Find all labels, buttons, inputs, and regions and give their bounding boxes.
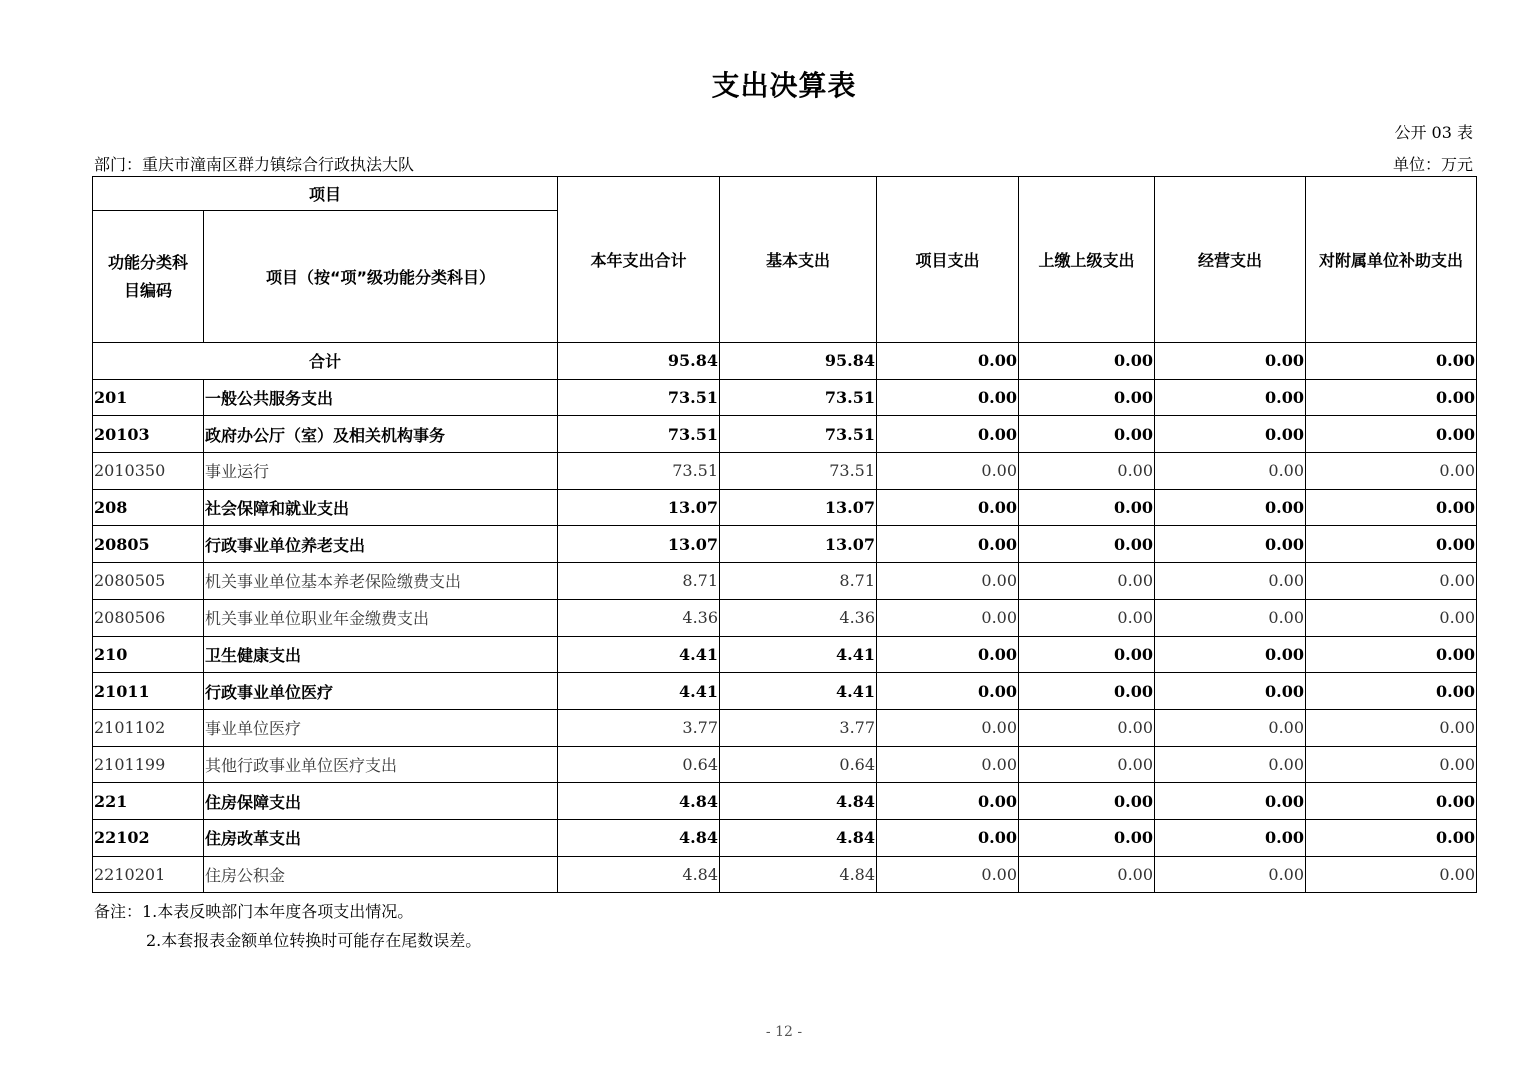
- unit-label: 单位：万元: [1392, 155, 1473, 174]
- total-cell: 0.00: [877, 343, 1019, 380]
- table-row: [93, 379, 1477, 416]
- table-row: [93, 673, 1477, 710]
- row-code: 2101102: [93, 709, 204, 746]
- row-value: 0.00: [877, 856, 1019, 893]
- row-value: 0.00: [877, 709, 1019, 746]
- row-code: 20805: [93, 526, 204, 563]
- header-subsidy: 对附属单位补助支出: [1306, 177, 1477, 343]
- row-name: 卫生健康支出: [204, 636, 558, 673]
- row-name: 机关事业单位基本养老保险缴费支出: [204, 563, 558, 600]
- row-name: 事业单位医疗: [204, 709, 558, 746]
- header-row-1: [93, 177, 1477, 211]
- total-label: 合计: [93, 343, 558, 380]
- row-value: 0.00: [1155, 489, 1306, 526]
- row-value: 0.64: [720, 746, 877, 783]
- row-value: 3.77: [720, 709, 877, 746]
- row-code: 20103: [93, 416, 204, 453]
- row-value: 3.77: [558, 709, 720, 746]
- row-value: 0.00: [1019, 746, 1155, 783]
- row-value: 4.36: [720, 599, 877, 636]
- row-name: 住房公积金: [204, 856, 558, 893]
- row-value: 0.00: [877, 526, 1019, 563]
- row-code: 2080506: [93, 599, 204, 636]
- row-value: 0.00: [877, 673, 1019, 710]
- row-value: 0.00: [877, 599, 1019, 636]
- row-value: 0.00: [1155, 563, 1306, 600]
- row-value: 0.00: [1306, 673, 1477, 710]
- row-value: 0.00: [1306, 709, 1477, 746]
- row-name: 事业运行: [204, 453, 558, 490]
- table-row: [93, 819, 1477, 856]
- row-code: 2210201: [93, 856, 204, 893]
- row-value: 0.00: [1306, 819, 1477, 856]
- row-value: 4.41: [720, 673, 877, 710]
- department-label: 部门：重庆市潼南区群力镇综合行政执法大队: [94, 155, 415, 174]
- row-value: 4.84: [558, 819, 720, 856]
- row-value: 13.07: [558, 526, 720, 563]
- header-code: 功能分类科目编码: [93, 211, 204, 343]
- header-basic: 基本支出: [720, 177, 877, 343]
- form-number: 公开 03 表: [1394, 123, 1473, 142]
- row-value: 73.51: [558, 453, 720, 490]
- row-value: 0.00: [877, 819, 1019, 856]
- row-value: 73.51: [720, 416, 877, 453]
- row-value: 0.00: [1155, 856, 1306, 893]
- row-value: 0.00: [1306, 856, 1477, 893]
- table-row: [93, 709, 1477, 746]
- row-value: 0.00: [1155, 636, 1306, 673]
- row-value: 0.00: [1019, 489, 1155, 526]
- row-value: 0.00: [1155, 819, 1306, 856]
- row-value: 0.00: [1019, 453, 1155, 490]
- row-value: 0.00: [877, 416, 1019, 453]
- total-cell: 95.84: [558, 343, 720, 380]
- row-name: 一般公共服务支出: [204, 379, 558, 416]
- page-title: 支出决算表: [711, 69, 857, 102]
- row-value: 73.51: [720, 453, 877, 490]
- row-value: 0.00: [1155, 526, 1306, 563]
- row-value: 4.84: [558, 783, 720, 820]
- row-value: 0.00: [877, 636, 1019, 673]
- row-value: 0.00: [1306, 563, 1477, 600]
- row-value: 0.00: [1306, 783, 1477, 820]
- row-code: 208: [93, 489, 204, 526]
- row-value: 0.00: [1019, 599, 1155, 636]
- table-row: [93, 563, 1477, 600]
- row-value: 0.00: [877, 563, 1019, 600]
- row-code: 2010350: [93, 453, 204, 490]
- row-value: 0.00: [1155, 453, 1306, 490]
- total-cell: 95.84: [720, 343, 877, 380]
- row-value: 0.00: [1306, 453, 1477, 490]
- row-code: 201: [93, 379, 204, 416]
- row-value: 0.00: [1306, 416, 1477, 453]
- row-value: 0.00: [1155, 599, 1306, 636]
- row-value: 13.07: [558, 489, 720, 526]
- row-value: 0.00: [1019, 673, 1155, 710]
- row-value: 4.41: [720, 636, 877, 673]
- header-total: 本年支出合计: [558, 177, 720, 343]
- row-value: 0.00: [1155, 709, 1306, 746]
- row-value: 0.64: [558, 746, 720, 783]
- row-value: 73.51: [720, 379, 877, 416]
- row-name: 行政事业单位养老支出: [204, 526, 558, 563]
- row-value: 4.41: [558, 636, 720, 673]
- row-value: 0.00: [1155, 673, 1306, 710]
- row-value: 0.00: [1019, 379, 1155, 416]
- row-value: 13.07: [720, 526, 877, 563]
- row-value: 4.84: [720, 783, 877, 820]
- row-value: 73.51: [558, 416, 720, 453]
- row-name: 机关事业单位职业年金缴费支出: [204, 599, 558, 636]
- table-row: [93, 489, 1477, 526]
- row-value: 4.84: [720, 819, 877, 856]
- row-value: 0.00: [1306, 599, 1477, 636]
- table-row: [93, 636, 1477, 673]
- row-code: 2101199: [93, 746, 204, 783]
- table-row: [93, 746, 1477, 783]
- total-cell: 0.00: [1306, 343, 1477, 380]
- row-code: 221: [93, 783, 204, 820]
- row-value: 0.00: [877, 453, 1019, 490]
- table-row: [93, 416, 1477, 453]
- row-value: 0.00: [1019, 636, 1155, 673]
- row-value: 0.00: [1306, 489, 1477, 526]
- table-row: [93, 453, 1477, 490]
- row-name: 行政事业单位医疗: [204, 673, 558, 710]
- table-row: [93, 783, 1477, 820]
- row-value: 0.00: [1019, 856, 1155, 893]
- page-number: - 12 -: [765, 1024, 803, 1040]
- row-value: 73.51: [558, 379, 720, 416]
- row-name: 社会保障和就业支出: [204, 489, 558, 526]
- row-value: 0.00: [877, 783, 1019, 820]
- notes: [94, 897, 481, 955]
- row-value: 0.00: [1019, 416, 1155, 453]
- row-value: 0.00: [1019, 709, 1155, 746]
- row-value: 4.84: [558, 856, 720, 893]
- table-row: [93, 599, 1477, 636]
- total-cell: 0.00: [1155, 343, 1306, 380]
- row-value: 0.00: [1019, 526, 1155, 563]
- row-name: 其他行政事业单位医疗支出: [204, 746, 558, 783]
- row-value: 0.00: [1306, 746, 1477, 783]
- table-row: [93, 856, 1477, 893]
- row-value: 4.84: [720, 856, 877, 893]
- row-value: 0.00: [877, 489, 1019, 526]
- row-value: 0.00: [1019, 819, 1155, 856]
- row-code: 210: [93, 636, 204, 673]
- table-row: [93, 526, 1477, 563]
- header-project-expense: 项目支出: [877, 177, 1019, 343]
- row-value: 0.00: [1155, 379, 1306, 416]
- row-value: 0.00: [877, 379, 1019, 416]
- row-code: 21011: [93, 673, 204, 710]
- note-line-2: 2.本套报表金额单位转换时可能存在尾数误差。: [146, 931, 482, 950]
- header-business: 经营支出: [1155, 177, 1306, 343]
- row-name: 住房保障支出: [204, 783, 558, 820]
- row-value: 0.00: [1306, 379, 1477, 416]
- row-value: 4.41: [558, 673, 720, 710]
- header-upper: 上缴上级支出: [1019, 177, 1155, 343]
- row-code: 2080505: [93, 563, 204, 600]
- row-value: 4.36: [558, 599, 720, 636]
- header-project: 项目: [93, 177, 558, 211]
- row-value: 0.00: [1306, 526, 1477, 563]
- row-value: 13.07: [720, 489, 877, 526]
- row-value: 0.00: [877, 746, 1019, 783]
- row-name: 住房改革支出: [204, 819, 558, 856]
- row-value: 0.00: [1019, 563, 1155, 600]
- row-value: 8.71: [558, 563, 720, 600]
- total-cell: 0.00: [1019, 343, 1155, 380]
- row-value: 0.00: [1155, 746, 1306, 783]
- note-line-1: 备注：1.本表反映部门本年度各项支出情况。: [94, 902, 414, 921]
- row-value: 8.71: [720, 563, 877, 600]
- row-value: 0.00: [1306, 636, 1477, 673]
- row-name: 政府办公厅（室）及相关机构事务: [204, 416, 558, 453]
- row-value: 0.00: [1155, 783, 1306, 820]
- total-row: [93, 343, 1477, 380]
- row-code: 22102: [93, 819, 204, 856]
- header-name: 项目（按“项”级功能分类科目）: [204, 211, 558, 343]
- row-value: 0.00: [1155, 416, 1306, 453]
- row-value: 0.00: [1019, 783, 1155, 820]
- expenditure-table: [92, 176, 1477, 893]
